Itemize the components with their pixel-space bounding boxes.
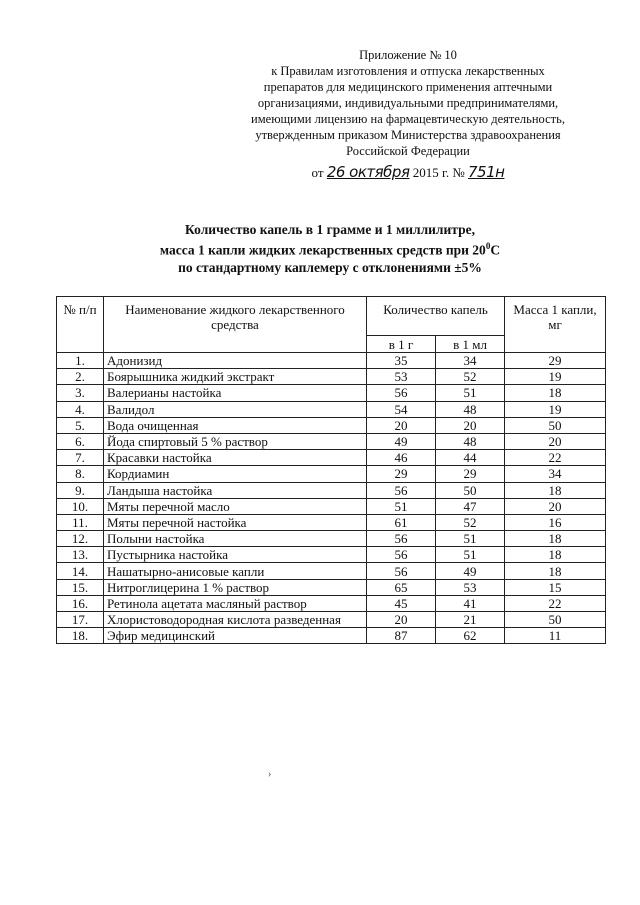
drops-per-gram: 65 [367, 579, 436, 595]
row-number: 4. [57, 401, 104, 417]
substance-name: Валерианы настойка [104, 385, 367, 401]
appendix-line: организациями, индивидуальными предпринимателями, [257, 96, 559, 110]
order-number-handwritten: 751н [468, 163, 505, 181]
drop-mass: 18 [505, 547, 606, 563]
page-mark: › [268, 769, 272, 780]
header-mass: Масса 1 капли, мг [505, 297, 606, 353]
row-number: 13. [57, 547, 104, 563]
drop-mass: 50 [505, 417, 606, 433]
title-line-2: масса 1 капли жидких лекарственных средств при $20^0С$ [159, 241, 501, 258]
drop-mass: 22 [505, 450, 606, 466]
drop-mass: 16 [505, 514, 606, 530]
drops-per-ml: 47 [436, 498, 505, 514]
drop-mass: 20 [505, 433, 606, 449]
substance-name: Полыни настойка [104, 531, 367, 547]
drops-per-gram: 56 [367, 482, 436, 498]
order-year: 2015 г. № [412, 165, 465, 180]
drop-mass: 18 [505, 563, 606, 579]
order-date-handwritten: 26 октября [326, 163, 410, 181]
header-name: Наименование жидкого лекарственного средства [104, 297, 367, 353]
drops-per-ml: 51 [436, 531, 505, 547]
drops-per-gram: 20 [367, 612, 436, 628]
drops-per-gram: 56 [367, 547, 436, 563]
drop-mass: 18 [505, 385, 606, 401]
table-row [57, 482, 606, 498]
row-number: 14. [57, 563, 104, 579]
row-number: 15. [57, 579, 104, 595]
table-row [57, 531, 606, 547]
drops-per-ml: 20 [436, 417, 505, 433]
drops-per-ml: 51 [436, 385, 505, 401]
drop-mass: 50 [505, 612, 606, 628]
drops-per-ml: 29 [436, 466, 505, 482]
row-number: 9. [57, 482, 104, 498]
table-row [57, 547, 606, 563]
table-row [57, 563, 606, 579]
drops-per-gram: 54 [367, 401, 436, 417]
row-number: 17. [57, 612, 104, 628]
drops-per-ml: 34 [436, 353, 505, 369]
appendix-line: к Правилам изготовления и отпуска лекарственных [271, 64, 545, 78]
row-number: 10. [57, 498, 104, 514]
table-row [57, 612, 606, 628]
substance-name: Красавки настойка [104, 450, 367, 466]
drops-per-ml: 50 [436, 482, 505, 498]
drops-per-ml: 44 [436, 450, 505, 466]
table-row [57, 466, 606, 482]
drops-per-ml: 21 [436, 612, 505, 628]
table-row [57, 498, 606, 514]
drops-per-gram: 35 [367, 353, 436, 369]
drops-per-ml: 48 [436, 433, 505, 449]
table-row [57, 514, 606, 530]
table-row [57, 353, 606, 369]
header-per-ml: в 1 мл [436, 336, 505, 353]
drop-mass: 22 [505, 595, 606, 611]
substance-name: Нитроглицерина 1 % раствор [104, 579, 367, 595]
drop-mass: 15 [505, 579, 606, 595]
drops-per-gram: 45 [367, 595, 436, 611]
row-number: 1. [57, 353, 104, 369]
appendix-line: имеющими лицензию на фармацевтическую деятельность, [251, 112, 565, 126]
drops-per-gram: 51 [367, 498, 436, 514]
drops-per-ml: 62 [436, 628, 505, 644]
header-per-gram: в 1 г [367, 336, 436, 353]
table-row [57, 628, 606, 644]
appendix-block [238, 47, 578, 159]
drop-mass: 18 [505, 482, 606, 498]
title-line-3: по стандартному каплемеру с отклонениями ±5% [178, 259, 482, 275]
drops-per-gram: 53 [367, 369, 436, 385]
header-num: № п/п [57, 297, 104, 353]
drop-mass: 29 [505, 353, 606, 369]
drops-per-gram: 56 [367, 563, 436, 579]
row-number: 5. [57, 417, 104, 433]
drops-per-ml: 53 [436, 579, 505, 595]
drops-per-gram: 46 [367, 450, 436, 466]
drops-per-gram: 20 [367, 417, 436, 433]
row-number: 11. [57, 514, 104, 530]
drops-per-ml: 49 [436, 563, 505, 579]
row-number: 12. [57, 531, 104, 547]
table-row [57, 595, 606, 611]
row-number: 2. [57, 369, 104, 385]
substance-name: Адонизид [104, 353, 367, 369]
substance-name: Эфир медицинский [104, 628, 367, 644]
appendix-line: препаратов для медицинского применения аптечными [263, 80, 553, 94]
substance-name: Нашатырно-анисовые капли [104, 563, 367, 579]
drops-per-ml: 51 [436, 547, 505, 563]
row-number: 7. [57, 450, 104, 466]
drop-mass: 34 [505, 466, 606, 482]
drop-mass: 20 [505, 498, 606, 514]
drops-per-ml: 41 [436, 595, 505, 611]
substance-name: Хлористоводородная кислота разведенная [104, 612, 367, 628]
appendix-line: Российской Федерации [346, 144, 470, 158]
appendix-title: Приложение № 10 [359, 48, 457, 62]
drops-per-gram: 56 [367, 385, 436, 401]
title-line-1: Количество капель в 1 грамме и 1 миллилитре, [185, 222, 475, 237]
degree-sup: 0 [485, 241, 491, 251]
drop-mass: 11 [505, 628, 606, 644]
order-reference [238, 163, 578, 181]
row-number: 3. [57, 385, 104, 401]
drop-mass: 18 [505, 531, 606, 547]
table-row [57, 579, 606, 595]
header-drops: Количество капель [367, 297, 505, 336]
table-row [57, 401, 606, 417]
substance-name: Вода очищенная [104, 417, 367, 433]
substance-name: Йода спиртовый 5 % раствор [104, 433, 367, 449]
row-number: 18. [57, 628, 104, 644]
table-row [57, 369, 606, 385]
substance-name: Ландыша настойка [104, 482, 367, 498]
substance-name: Ретинола ацетата масляный раствор [104, 595, 367, 611]
drop-mass: 19 [505, 369, 606, 385]
drops-per-ml: 52 [436, 369, 505, 385]
row-number: 8. [57, 466, 104, 482]
row-number: 16. [57, 595, 104, 611]
row-number: 6. [57, 433, 104, 449]
table-row [57, 433, 606, 449]
table-row [57, 450, 606, 466]
substance-name: Кордиамин [104, 466, 367, 482]
table-row [57, 385, 606, 401]
document-title [60, 221, 600, 276]
substance-name: Пустырника настойка [104, 547, 367, 563]
substance-name: Мяты перечной настойка [104, 514, 367, 530]
drops-per-ml: 48 [436, 401, 505, 417]
table-row [57, 417, 606, 433]
drops-per-gram: 49 [367, 433, 436, 449]
order-prefix: от [311, 165, 324, 180]
substance-name: Боярышника жидкий экстракт [104, 369, 367, 385]
substance-name: Мяты перечной масло [104, 498, 367, 514]
drops-table [56, 296, 606, 644]
drops-per-gram: 29 [367, 466, 436, 482]
substance-name: Валидол [104, 401, 367, 417]
drops-per-ml: 52 [436, 514, 505, 530]
appendix-line: утвержденным приказом Министерства здравоохранения [255, 128, 561, 142]
drop-mass: 19 [505, 401, 606, 417]
drops-per-gram: 61 [367, 514, 436, 530]
drops-per-gram: 56 [367, 531, 436, 547]
drops-per-gram: 87 [367, 628, 436, 644]
